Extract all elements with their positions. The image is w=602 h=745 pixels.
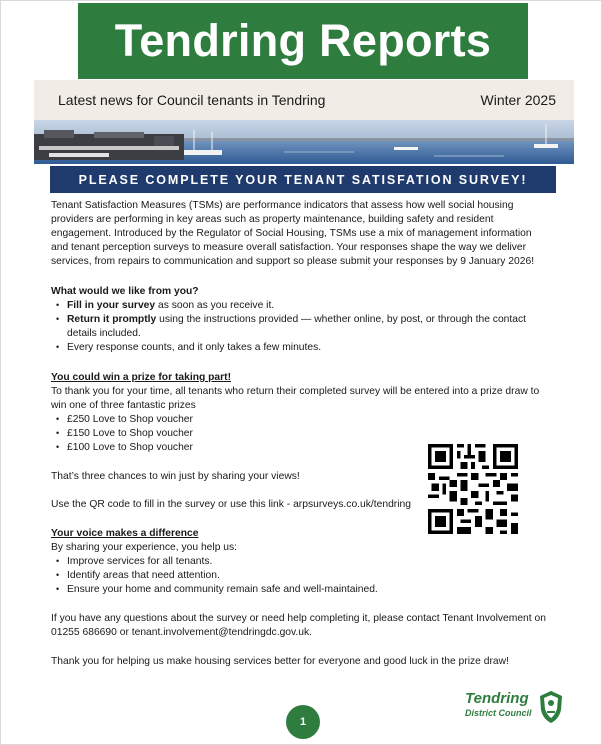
list-item: • £100 Love to Shop voucher (51, 441, 551, 455)
header-edition: Winter 2025 (480, 92, 556, 108)
voice-heading: Your voice makes a difference (51, 528, 199, 539)
what-we-like-list (51, 299, 551, 355)
voice-list (51, 555, 551, 597)
survey-qr-code[interactable] (428, 444, 518, 534)
list-item: • £250 Love to Shop voucher (51, 413, 551, 427)
list-item: • £150 Love to Shop voucher (51, 427, 551, 441)
list-item: • Ensure your home and community remain safe and well-maintained. (51, 583, 551, 597)
what-we-like-section (51, 285, 551, 355)
thanks-paragraph: Thank you for helping us make housing services better for everyone and good luck in the prize draw! (51, 656, 509, 667)
logo-subtitle: District Council (465, 708, 532, 718)
prize-heading: You could win a prize for taking part! (51, 372, 232, 383)
voice-section (51, 527, 551, 597)
list-item: • Every response counts, and it only takes a few minutes. (51, 341, 551, 355)
list-item: • Fill in your survey as soon as you receive it. (51, 299, 551, 313)
list-item: • Improve services for all tenants. (51, 555, 551, 569)
voice-intro: By sharing your experience, you help us: (51, 541, 238, 553)
prize-intro: To thank you for your time, all tenants who return their completed survey will be entered into a prize draw to win one of three fantastic prizes (51, 385, 540, 411)
header-subtitle: Latest news for Council tenants in Tendring (58, 92, 326, 108)
tendring-logo (465, 690, 567, 726)
list-item: • Identify areas that need attention. (51, 569, 551, 583)
list-item: • Return it promptly using the instructions provided — whether online, by post, or through the contact details included. (51, 313, 551, 341)
council-crest-icon (538, 690, 564, 724)
intro-paragraph: Tenant Satisfaction Measures (TSMs) are performance indicators that assess how well social housing providers are performing in key areas such as property maintenance, building safety and resident engagement. Introduced by the Regulator of Social Housing, TSMs use a mix of management information and tenant perception surveys to measure overall satisfaction. Your responses shape the way we deliver services, from repairs to communication and support so please submit your responses by 9 January 2026! (51, 200, 535, 267)
prize-chances: That’s three chances to win just by sharing your views! (51, 471, 300, 482)
prize-section (51, 371, 551, 454)
header-strip (34, 80, 574, 120)
survey-banner: PLEASE COMPLETE YOUR TENANT SATISFATION SURVEY! (50, 166, 556, 193)
qr-instructions: Use the QR code to fill in the survey or use this link - arpsurveys.co.uk/tendring (51, 499, 411, 510)
page-number: 1 (286, 705, 320, 739)
what-we-like-heading: What would we like from you? (51, 286, 199, 297)
page-title: Tendring Reports (78, 3, 528, 79)
logo-name: Tendring (465, 690, 529, 707)
contact-paragraph: If you have any questions about the survey or need help completing it, please contact Tenant Involvement on 01255 686690 or tenant.involvement@tendringdc.gov.uk. (51, 613, 546, 638)
harbour-photo (34, 120, 574, 164)
